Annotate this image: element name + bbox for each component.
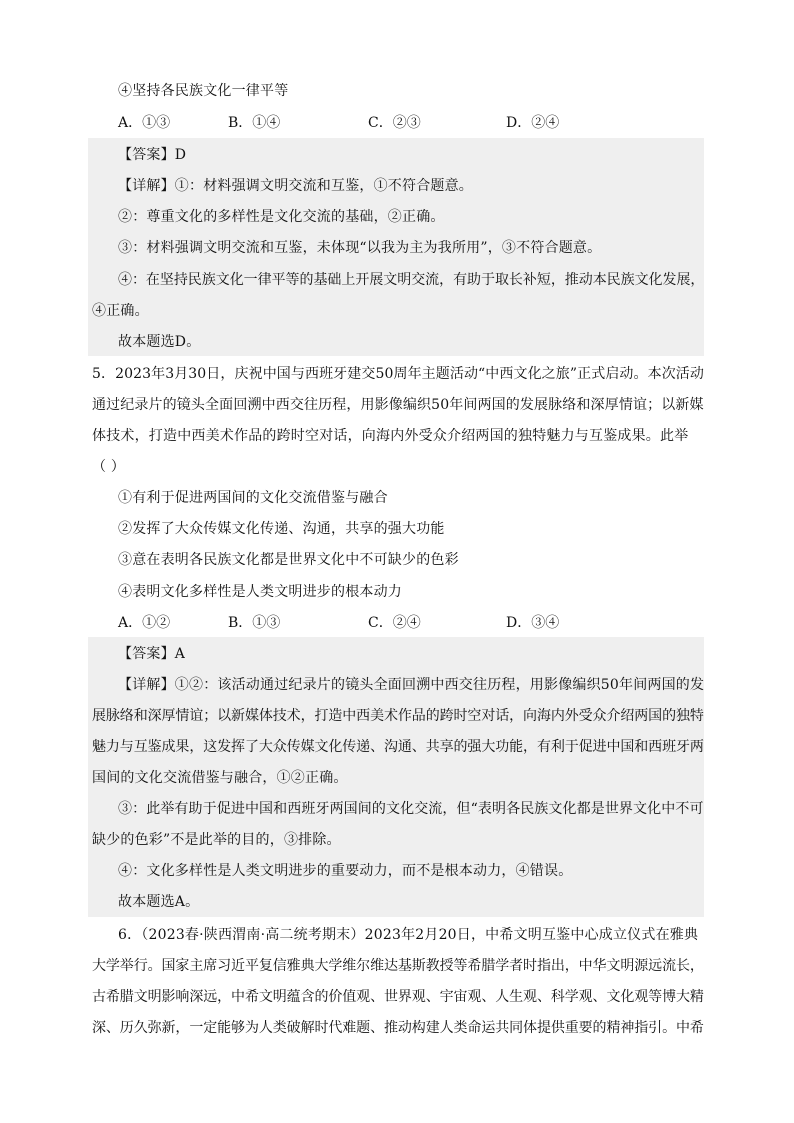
q4-answer: 【答案】D [118, 147, 187, 163]
q5-stem-line: 5．2023年3月30日，庆祝中国与西班牙建交50周年主题活动“中西文化之旅”正式启动。本次活动 [92, 366, 704, 382]
q4-option-d: D．②④ [506, 115, 560, 131]
q5-detail-line: 国间的文化交流借鉴与融合，①②正确。 [92, 770, 348, 786]
q5-detail-line: 魅力与互鉴成果，这发挥了大众传媒文化传递、沟通、共享的强大功能，有利于促进中国和西班牙两 [92, 739, 704, 755]
q4-detail-line: ②：尊重文化的多样性是文化交流的基础，②正确。 [118, 209, 445, 225]
q5-option-a: A．①② [118, 615, 171, 631]
q5-item: ③意在表明各民族文化都是世界文化中不可缺少的色彩 [118, 552, 459, 568]
q5-detail-line: 【详解】①②：该活动通过纪录片的镜头全面回溯中西交往历程，用影像编织50年间两国的发 [118, 677, 705, 693]
q4-detail-line: ④正确。 [92, 303, 149, 319]
q6-stem-line: 古希腊文明影响深远，中希文明蕴含的价值观、世界观、宇宙观、人生观、科学观、文化观等博大精 [92, 989, 704, 1005]
q4-item-4: ④坚持各民族文化一律平等 [118, 83, 289, 99]
q5-detail-line: ③：此举有助于促进中国和西班牙两国间的文化交流，但“表明各民族文化都是世界文化中不可 [118, 801, 704, 817]
q5-detail-line: 缺少的色彩”不是此举的目的，③排除。 [92, 832, 341, 848]
q5-item: ④表明文化多样性是人类文明进步的根本动力 [118, 584, 402, 600]
q4-detail-line: ③：材料强调文明交流和互鉴，未体现“以我为主为我所用”，③不符合题意。 [118, 240, 602, 256]
q5-detail-line: 故本题选A。 [118, 894, 200, 910]
q4-option-a: A．①③ [118, 115, 171, 131]
q5-option-c: C．②④ [368, 615, 421, 631]
q4-detail-line: ④：在坚持民族文化一律平等的基础上开展文明交流，有助于取长补短，推动本民族文化发展， [118, 272, 705, 288]
q5-item: ①有利于促进两国间的文化交流借鉴与融合 [118, 490, 388, 506]
q5-detail-line: ④：文化多样性是人类文明进步的重要动力，而不是根本动力，④错误。 [118, 863, 573, 879]
q5-stem-line: （ ） [92, 459, 126, 475]
q4-detail-line: 故本题选D。 [118, 334, 201, 350]
q6-stem-line: 6．（2023春·陕西渭南·高二统考期末）2023年2月20日，中希文明互鉴中心成立仪式在雅典 [118, 927, 699, 943]
q4-option-b: B．①④ [228, 115, 281, 131]
q6-stem-line: 深、历久弥新，一定能够为人类破解时代难题、推动构建人类命运共同体提供重要的精神指引。中希 [92, 1020, 704, 1036]
q4-detail-line: 【详解】①：材料强调文明交流和互鉴，①不符合题意。 [118, 178, 473, 194]
q5-stem-line: 通过纪录片的镜头全面回溯中西交往历程，用影像编织50年间两国的发展脉络和深厚情谊；以新媒 [92, 397, 704, 413]
q5-stem-line: 体技术，打造中西美术作品的跨时空对话，向海内外受众介绍两国的独特魅力与互鉴成果。此举 [92, 428, 689, 444]
q6-stem-line: 大学举行。国家主席习近平复信雅典大学维尔维达基斯教授等希腊学者时指出，中华文明源远流长， [92, 958, 704, 974]
q5-item: ②发挥了大众传媒文化传递、沟通，共享的强大功能 [118, 521, 445, 537]
q5-option-b: B．①③ [228, 615, 281, 631]
q4-option-c: C．②③ [368, 115, 421, 131]
q5-detail-line: 展脉络和深厚情谊；以新媒体技术，打造中西美术作品的跨时空对话，向海内外受众介绍两国的独特 [92, 708, 704, 724]
q5-answer: 【答案】A [118, 646, 186, 662]
q5-option-d: D．③④ [506, 615, 560, 631]
